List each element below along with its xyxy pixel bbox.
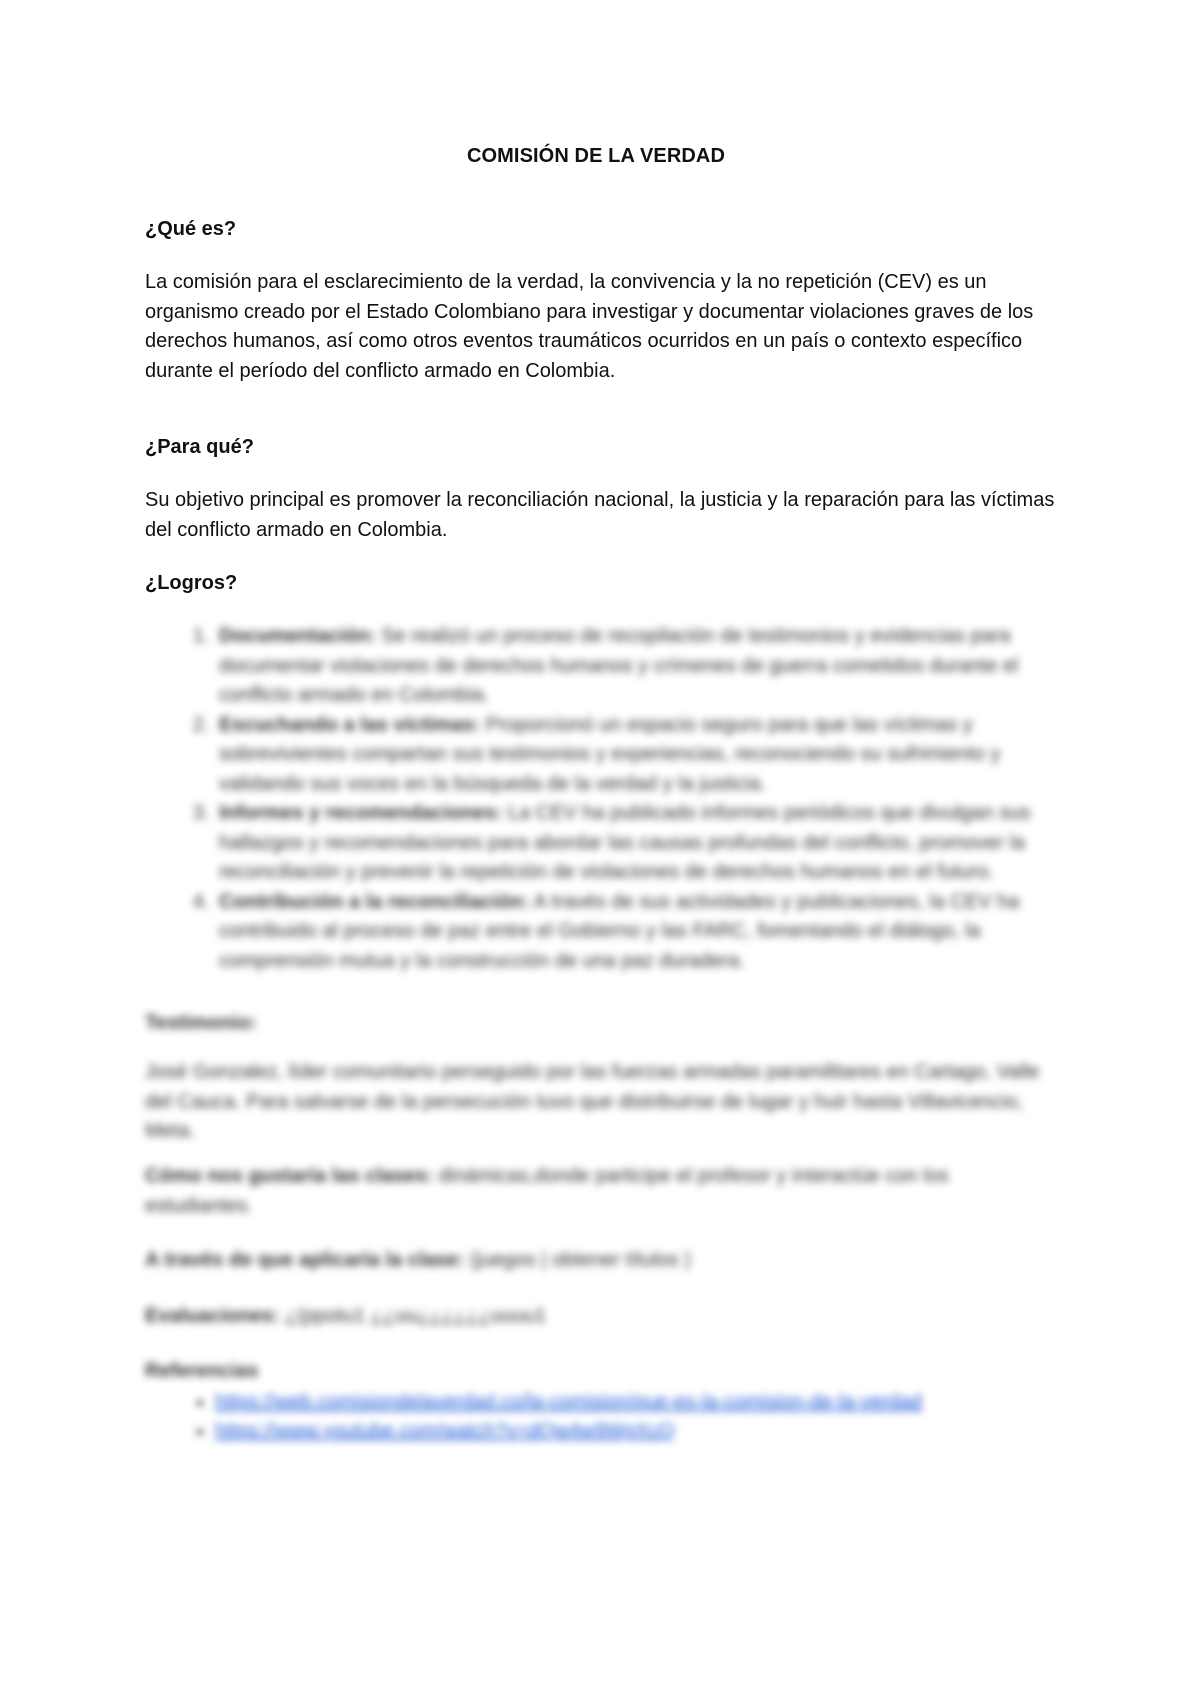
paragraph-evaluaciones [145,1302,1055,1332]
clases-text: dinámicas,donde participe el profesor y interactúe con los estudiantes. [145,1165,949,1217]
reference-link[interactable]: https://www.youtube.com/watch?v=dQw4w9WgXcQ [215,1420,675,1442]
list-item [215,1417,1055,1446]
logro-text: Se realizó un proceso de recopilación de testimonios y evidencias para documentar violaciones de derechos humanos y crímenes de guerra cometidos durante el conflicto armado en Colombia. [219,625,1019,706]
list-item [215,622,1055,711]
logro-label: Contribución a la reconciliación: [219,890,530,913]
logro-label: Informes y recomendaciones: [219,802,503,824]
aplicar-label: A través de que aplicaría la clase: [145,1249,465,1271]
document-title: COMISIÓN DE LA VERDAD [466,145,726,167]
paragraph-para-que: Su objetivo principal es promover la reconciliación nacional, la justicia y la reparación para las víctimas del conflicto armado en Colombia. [145,489,1055,541]
paragraph-clases [145,1162,1055,1221]
list-item [215,1388,1055,1417]
logro-text: A través de sus actividades y publicaciones, la CEV ha contribuido al proceso de paz entre el Gobierno y las FARC, fomentando el diálogo, la comprensión mutua y la construcción de una paz duradera. [219,890,1020,972]
heading-referencias: Referencias [145,1360,259,1382]
logros-list [145,622,1055,976]
logro-label: Escuchando a las víctimas: [219,713,481,736]
heading-testimonio: Testimonio: [145,1012,257,1034]
references-list [145,1388,1055,1446]
evaluaciones-text: ¿(ppotu1 ¿¿uu¿¿¿¿¿¿uuuu1 [285,1305,547,1327]
list-item [215,711,1055,800]
paragraph-testimonio: José Gonzalez, líder comunitario perseguido por las fuerzas armadas paramilitares en Cartago, Valle del Cauca. Para salvarse de la persecución tuvo que distribuirse de lugar y huir hasta Villavicencio, Meta. [145,1061,1040,1142]
logro-label: Documentación: [219,625,376,647]
logro-text: Proporcionó un espacio seguro para que las víctimas y sobrevivientes compartan sus testimonios y experiencias, reconociendo su sufrimiento y validando sus voces en la búsqueda de la verdad y la justicia. [219,713,1001,795]
heading-que-es: ¿Qué es? [145,218,237,240]
reference-link[interactable]: https://web.comisiondelaverdad.co/la-comision/que-es-la-comision-de-la-verdad [215,1391,922,1413]
aplicar-text: (juegos | obtener títulos ) [470,1249,691,1271]
references-container [145,1388,1055,1446]
paragraph-aplicar [145,1246,1055,1276]
list-item [215,799,1055,888]
logro-text: La CEV ha publicado informes periódicos que divulgan sus hallazgos y recomendaciones para abordar las causas profundas del conflicto, promover la reconciliación y prevenir la repetición de violaciones de derechos humanos en el futuro. [219,802,1031,883]
logros-list-container [145,622,1055,976]
list-item [215,888,1055,977]
clases-label: Cómo nos gustaría las clases: [145,1165,433,1187]
heading-para-que: ¿Para qué? [145,436,254,458]
evaluaciones-label: Evaluaciones: [145,1305,280,1327]
heading-logros: ¿Logros? [145,572,238,594]
paragraph-que-es: La comisión para el esclarecimiento de la verdad, la convivencia y la no repetición (CEV) es un organismo creado por el Estado Colombiano para investigar y documentar violaciones graves de los derechos humanos, así como otros eventos traumáticos ocurridos en un país o contexto específico durante el período del conflicto armado en Colombia. [145,271,1034,382]
